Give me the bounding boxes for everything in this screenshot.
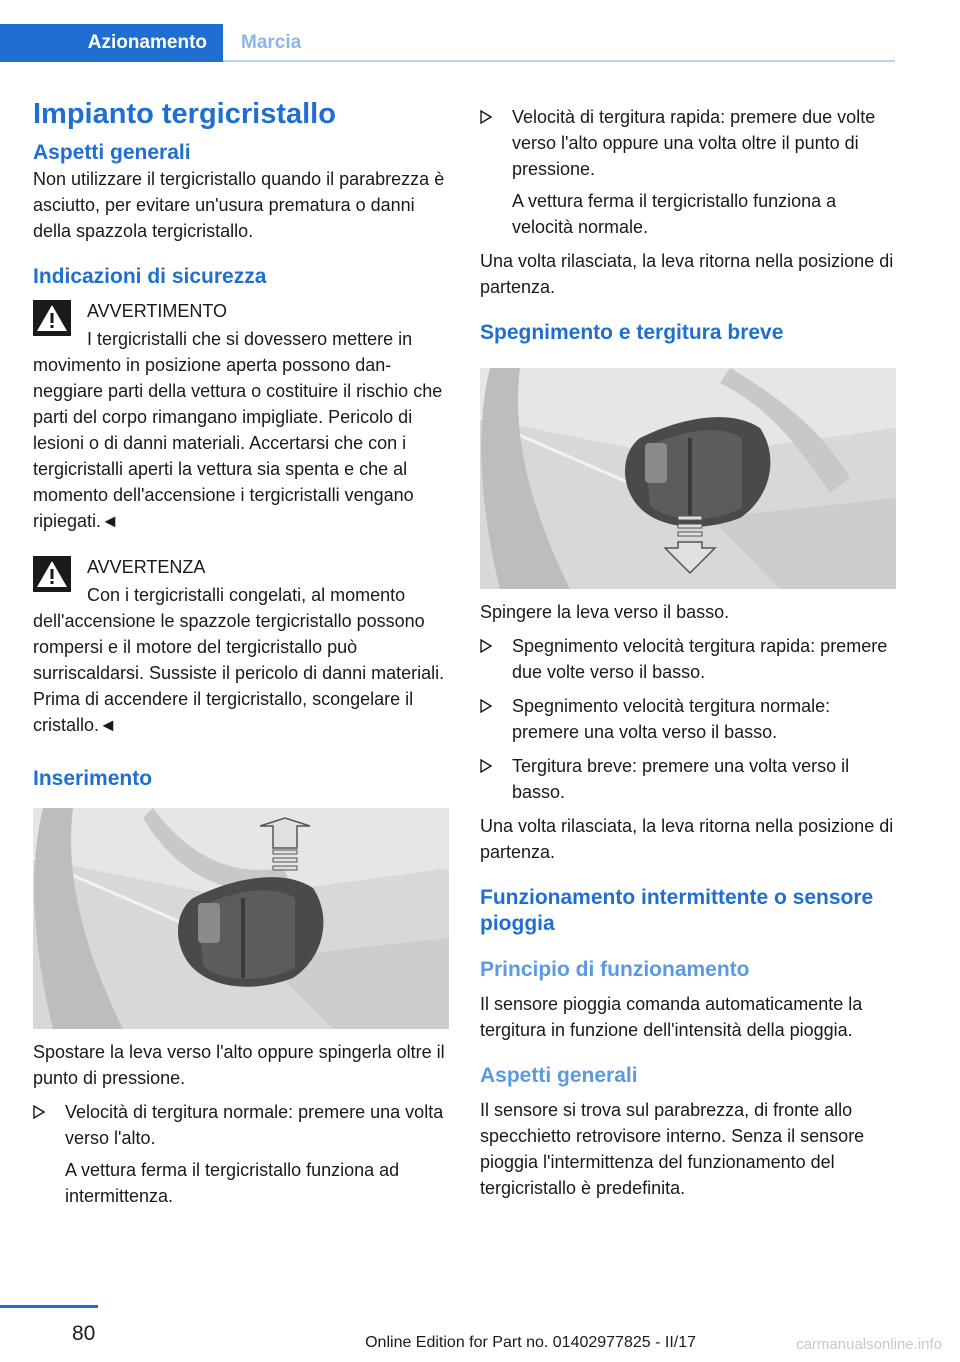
general2-text: Il sensore si trova sul parabrezza, di fronte allo specchietto retrovisore interno. Senza il sensore pioggia l'intermittenza del funzionamento del tergicristallo è predefinita. [480,1100,865,1198]
release-text-1: Una volta rilasciata, la leva ritorna nella posizione di partenza. [480,251,894,297]
triangle-bullet-icon [480,639,492,653]
footer-accent-line [0,1305,98,1308]
page-title: Impianto tergicristallo [33,98,336,130]
insert-text: Spostare la leva verso l'alto oppure spingerla oltre il punto di pressione. [33,1042,445,1088]
warning-triangle-icon [33,556,71,592]
warning-block-2 [33,554,449,738]
warning-1-label: AVVERTIMENTO [87,301,228,321]
triangle-bullet-icon [480,699,492,713]
bullet-2-text: Velocità di tergitura rapida: premere due volte verso l'alto oppure una volta oltre il punto di pressione. [512,107,876,179]
list-item [480,693,896,745]
general-heading: Aspetti generali [33,141,191,164]
triangle-bullet-icon [480,110,492,124]
left-column [33,96,449,1209]
triangle-bullet-icon [33,1105,45,1119]
general-text: Non utilizzare il tergicristallo quando il parabrezza è asciutto, per evitare un'usura prematura o danni della spazzola tergicristallo. [33,169,445,241]
right-column [480,104,896,1201]
tab-marcia[interactable]: Marcia [241,32,302,53]
lever-down-illustration [480,368,896,589]
watermark: carmanualsonline.info [796,1336,942,1353]
off-bullet-3: Tergitura breve: premere una volta verso il basso. [512,756,850,802]
chapter-tabs [0,24,895,62]
warning-triangle-icon [33,300,71,336]
list-item [480,753,896,805]
principle-heading: Principio di funzionamento [480,958,750,981]
interval-heading: Funzionamento intermittente o sensore pioggia [480,886,874,935]
warning-1-text: I tergicristalli che si dovessero mettere in movimento in posizione aperta possono danneggiare parti della vettura o costituire il rischio che parti del corpo rimangano impigliate. Pericolo di lesioni o di danni materiali. Accertarsi che con i tergicristalli aperti la vettura sia spenta e che al momento dell'accensione i tergicristalli vengano ripiegati.◄ [33,329,443,531]
tab-divider [223,60,895,62]
warning-2-text: Con i tergicristalli congelati, al momento dell'accensione le spazzole tergicristallo possono rompersi e il motore del tergicristallo può surriscaldarsi. Sussiste il pericolo di danni materiali. Prima di accendere il tergicristallo, scongelare il cristallo.◄ [33,585,445,735]
list-item [480,104,896,240]
wiper-lever-up-figure [33,808,449,1029]
bullet-1-sub: A vettura ferma il tergicristallo funziona ad intermittenza. [65,1160,400,1206]
tab-azionamento[interactable]: Azionamento [0,24,223,62]
off-bullet-1: Spegnimento velocità tergitura rapida: premere due volte verso il basso. [512,636,888,682]
lever-up-illustration [33,808,449,1029]
warning-block-1 [33,298,449,534]
bullet-1-text: Velocità di tergitura normale: premere una volta verso l'alto. [65,1102,444,1148]
warning-2-label: AVVERTENZA [87,557,206,577]
insert-heading: Inserimento [33,767,153,790]
off-bullet-2: Spegnimento velocità tergitura normale: premere una volta verso il basso. [512,696,831,742]
bullet-2-sub: A vettura ferma il tergicristallo funziona a velocità normale. [512,191,837,237]
release-text-2: Una volta rilasciata, la leva ritorna nella posizione di partenza. [480,816,894,862]
wiper-lever-down-figure [480,368,896,589]
general2-heading: Aspetti generali [480,1064,638,1087]
list-item [480,633,896,685]
triangle-bullet-icon [480,759,492,773]
list-item [33,1099,449,1209]
page-number: 80 [72,1322,96,1345]
off-heading: Spegnimento e tergitura breve [480,321,784,344]
principle-text: Il sensore pioggia comanda automaticamente la tergitura in funzione dell'intensità della pioggia. [480,994,863,1040]
safety-heading: Indicazioni di sicurezza [33,265,267,288]
edition-text: Online Edition for Part no. 01402977825 - II/17 [365,1334,696,1351]
off-text: Spingere la leva verso il basso. [480,602,730,622]
